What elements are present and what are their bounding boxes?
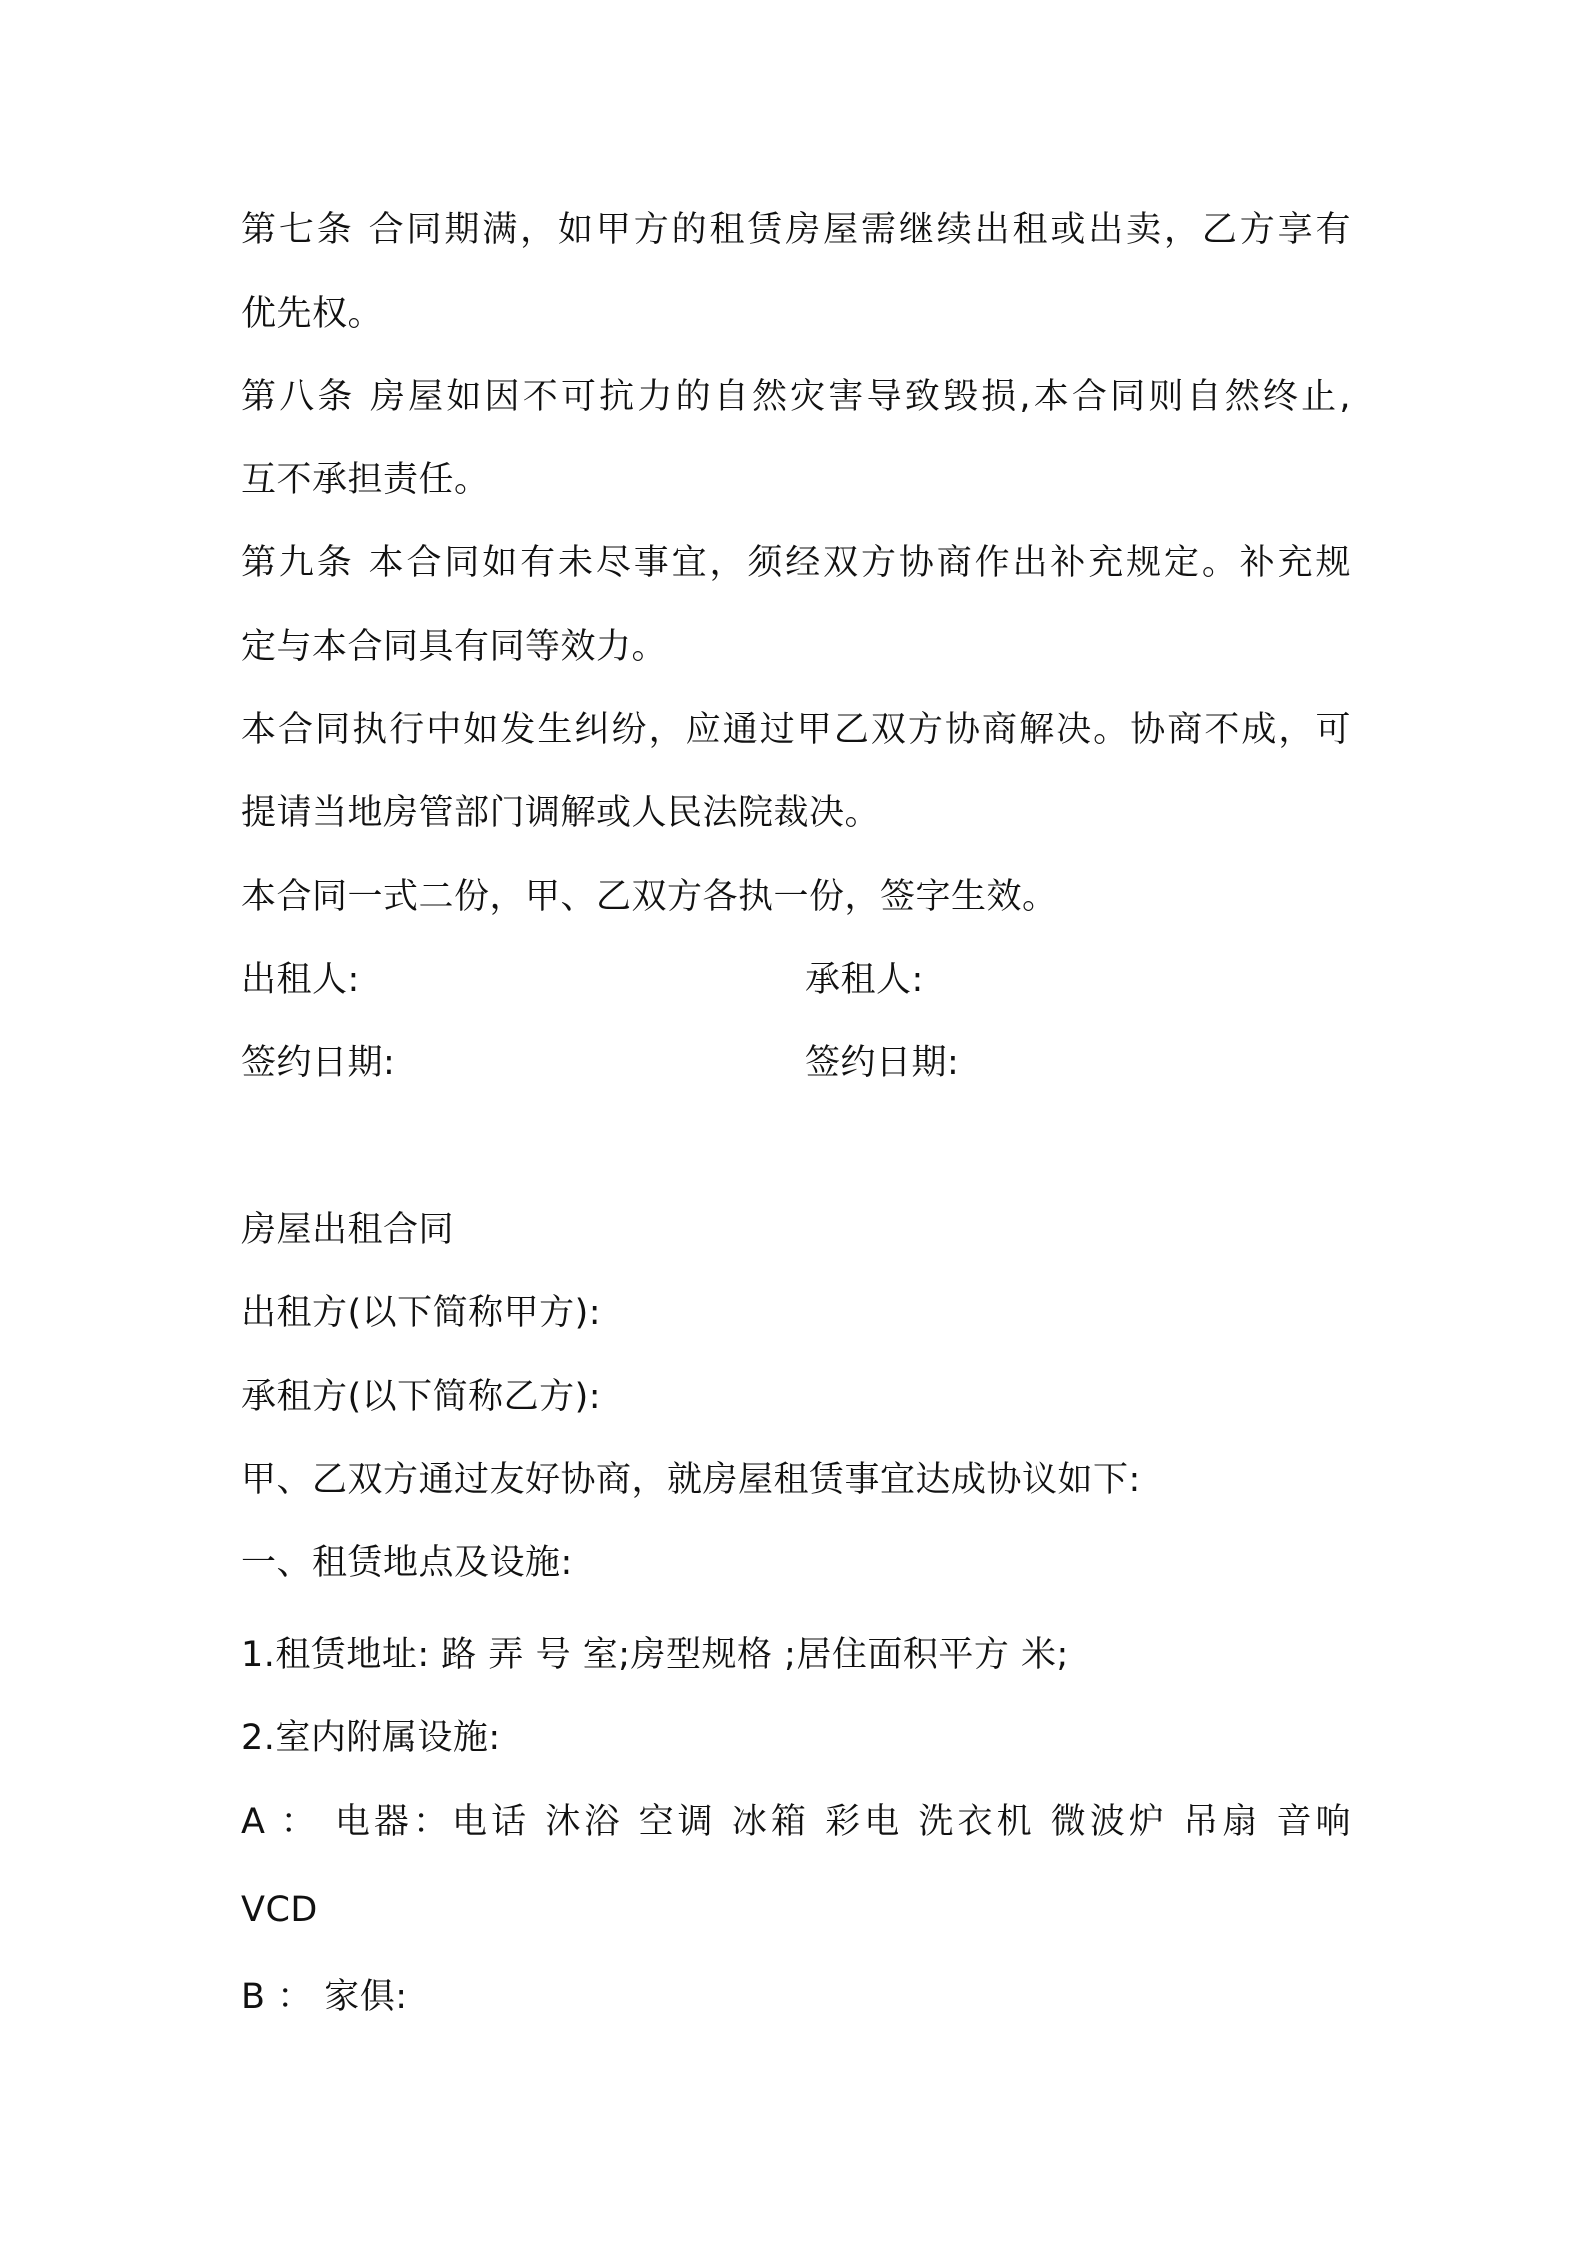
agreement-intro: 甲、乙双方通过友好协商，就房屋租赁事宜达成协议如下: — [241, 1460, 1141, 1500]
lessor-date-label: 签约日期: — [241, 1043, 396, 1083]
appliances-line-2: VCD — [241, 1890, 318, 1930]
party-a-line: 出租方(以下简称甲方): — [241, 1293, 602, 1333]
rental-address-item: 1.租赁地址: 路 弄 号 室;房型规格 ;居住面积平方 米; — [241, 1635, 1069, 1675]
contract-title: 房屋出租合同 — [241, 1210, 455, 1250]
article-9-line-2: 定与本合同具有同等效力。 — [241, 627, 668, 667]
lessee-date-label: 签约日期: — [805, 1043, 960, 1083]
section-heading-1: 一、租赁地点及设施: — [241, 1543, 573, 1583]
dispute-clause-line-1: 本合同执行中如发生纠纷，应通过甲乙双方协商解决。协商不成，可 — [241, 710, 1351, 750]
article-9-line-1: 第九条 本合同如有未尽事宜，须经双方协商作出补充规定。补充规 — [241, 543, 1351, 583]
party-b-line: 承租方(以下简称乙方): — [241, 1377, 602, 1417]
lessee-signature-label: 承租人: — [805, 960, 924, 1000]
facilities-item: 2.室内附属设施: — [241, 1718, 501, 1758]
copies-clause: 本合同一式二份，甲、乙双方各执一份，签字生效。 — [241, 877, 1058, 917]
furniture-line: B ： 家俱: — [241, 1977, 408, 2017]
appliances-line-1: A ： 电器：电话 沐浴 空调 冰箱 彩电 洗衣机 微波炉 吊扇 音响 — [241, 1802, 1351, 1842]
lessor-signature-label: 出租人: — [241, 960, 360, 1000]
article-8-line-1: 第八条 房屋如因不可抗力的自然灾害导致毁损,本合同则自然终止, — [241, 377, 1351, 417]
dispute-clause-line-2: 提请当地房管部门调解或人民法院裁决。 — [241, 793, 881, 833]
article-7-line-2: 优先权。 — [241, 294, 384, 334]
article-8-line-2: 互不承担责任。 — [241, 460, 490, 500]
article-7-line-1: 第七条 合同期满，如甲方的租赁房屋需继续出租或出卖，乙方享有 — [241, 210, 1351, 250]
